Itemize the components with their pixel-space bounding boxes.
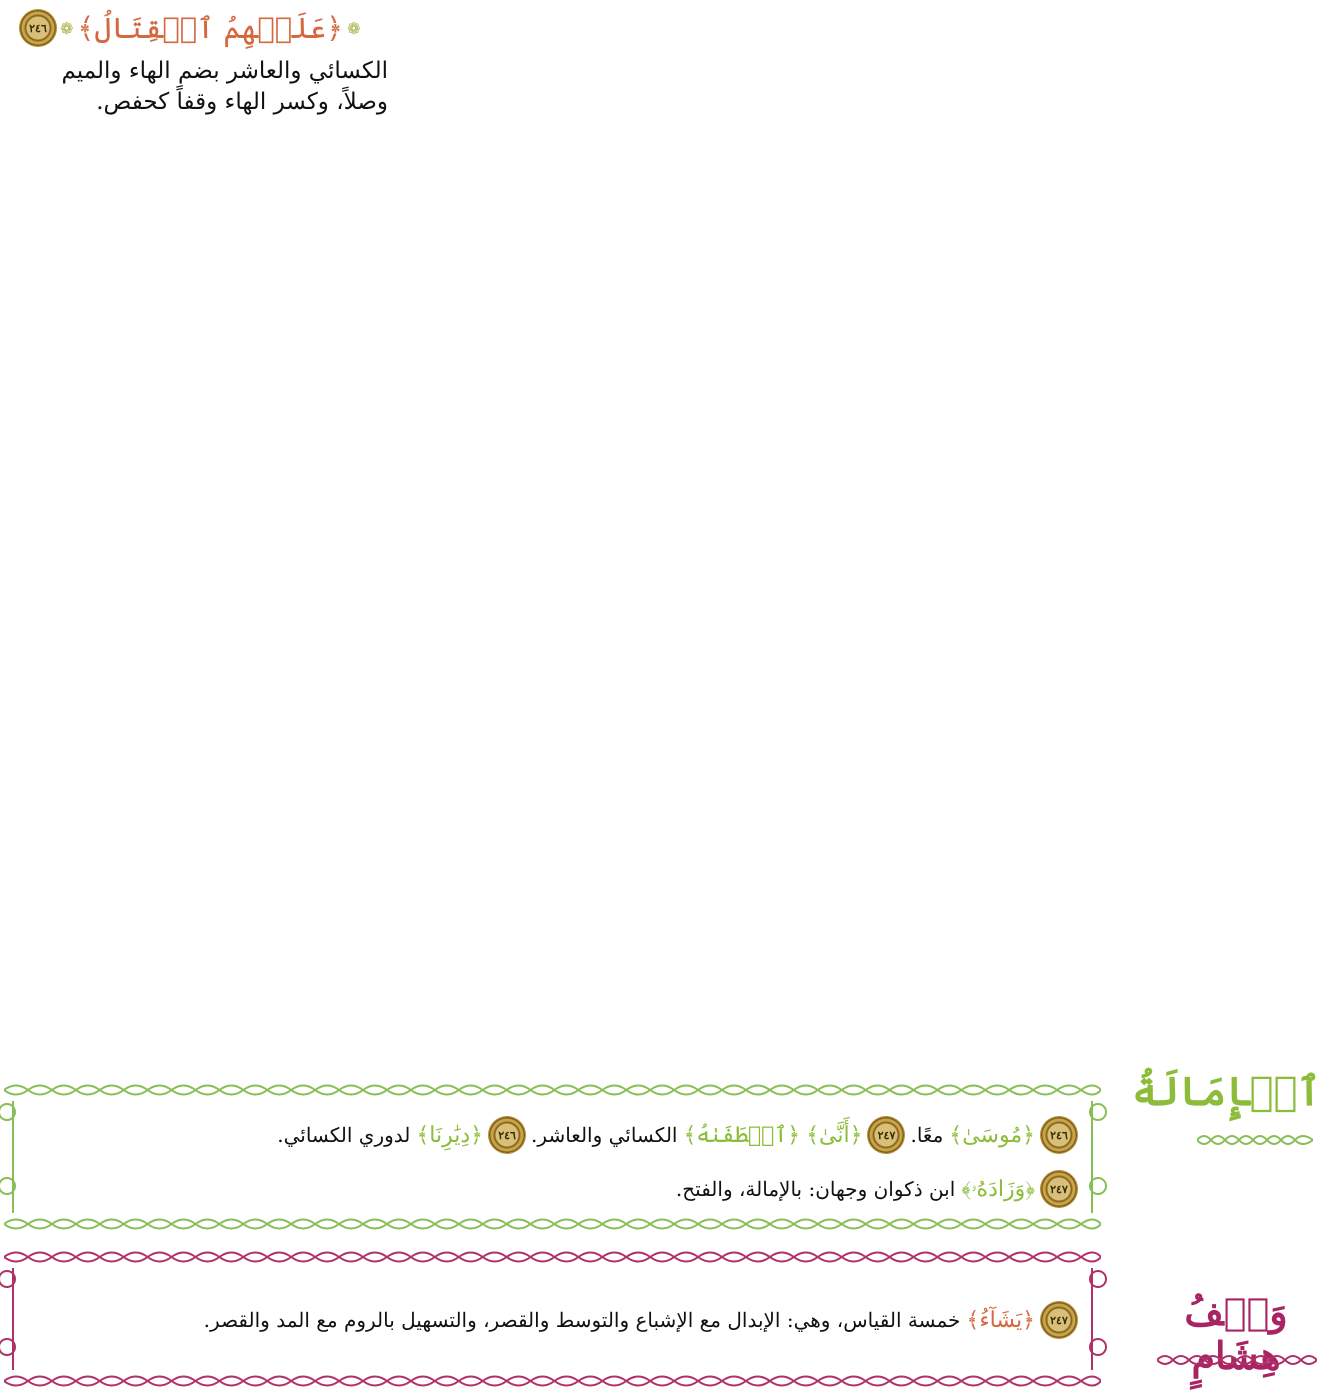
quran-word: ﴿دِيَٰرِنَا﴾ bbox=[416, 1122, 484, 1148]
hisham-title: وَقۡفُ هِشَامٍ bbox=[1184, 1289, 1288, 1378]
top-note-line-2: وصلاً، وكسر الهاء وقفاً كحفص. bbox=[96, 89, 388, 115]
hisham-box bbox=[0, 1246, 1105, 1392]
top-note-quote: ﴿عَلَيۡهِمُ ٱلۡقِتَالُ﴾ bbox=[77, 11, 344, 45]
verse-medallion: ٢٤٧ bbox=[868, 1117, 904, 1153]
verse-medallion: ٢٤٦ bbox=[1041, 1117, 1077, 1153]
quran-word: ﴿أَنَّىٰ﴾ bbox=[806, 1122, 863, 1148]
imala-line-1 bbox=[28, 1115, 1077, 1155]
hisham-title-ornament bbox=[1157, 1352, 1317, 1368]
verse-medallion: ٢٤٧ bbox=[1041, 1302, 1077, 1338]
verse-medallion: ٢٤٦ bbox=[20, 10, 56, 46]
green-border-top bbox=[4, 1081, 1101, 1099]
flower-icon: ❁ bbox=[347, 18, 361, 38]
imala-line-2 bbox=[28, 1169, 1077, 1209]
green-hook bbox=[1089, 1103, 1107, 1121]
quran-word: ﴿وَزَادَهُۥ﴾ bbox=[961, 1176, 1035, 1202]
red-hook bbox=[1089, 1338, 1107, 1356]
imala-box bbox=[0, 1079, 1105, 1235]
top-note-line-1: الكسائي والعاشر بضم الهاء والميم bbox=[61, 58, 388, 84]
top-note-header bbox=[20, 4, 388, 52]
green-hook bbox=[1089, 1177, 1107, 1195]
note-text: معًا. bbox=[910, 1123, 944, 1147]
quran-word: ﴿يَشَآءُ﴾ bbox=[966, 1307, 1035, 1333]
quran-word: ﴿مُوسَىٰ﴾ bbox=[949, 1122, 1035, 1148]
imala-title: ٱلۡإِمَالَةُ bbox=[1132, 1068, 1321, 1115]
verse-medallion: ٢٤٦ bbox=[489, 1117, 525, 1153]
hisham-line bbox=[28, 1300, 1077, 1340]
imala-title-ornament bbox=[1197, 1132, 1313, 1148]
red-hook bbox=[1089, 1270, 1107, 1288]
green-border-bottom bbox=[4, 1215, 1101, 1233]
red-border-bottom bbox=[4, 1372, 1101, 1390]
note-text: لدوري الكسائي. bbox=[277, 1123, 411, 1147]
red-border-top bbox=[4, 1248, 1101, 1266]
quran-word: ﴿ٱصۡطَفَىٰهُ﴾ bbox=[683, 1122, 801, 1148]
verse-medallion: ٢٤٧ bbox=[1041, 1171, 1077, 1207]
top-note bbox=[20, 4, 388, 118]
top-note-body bbox=[20, 56, 388, 118]
note-text: الكسائي والعاشر. bbox=[531, 1123, 678, 1147]
note-text: خمسة القياس، وهي: الإبدال مع الإشباع والتوسط والقصر، والتسهيل بالروم مع المد والقصر. bbox=[203, 1308, 961, 1332]
note-text: ابن ذكوان وجهان: بالإمالة، والفتح. bbox=[675, 1177, 956, 1201]
flower-icon: ❁ bbox=[60, 18, 74, 38]
